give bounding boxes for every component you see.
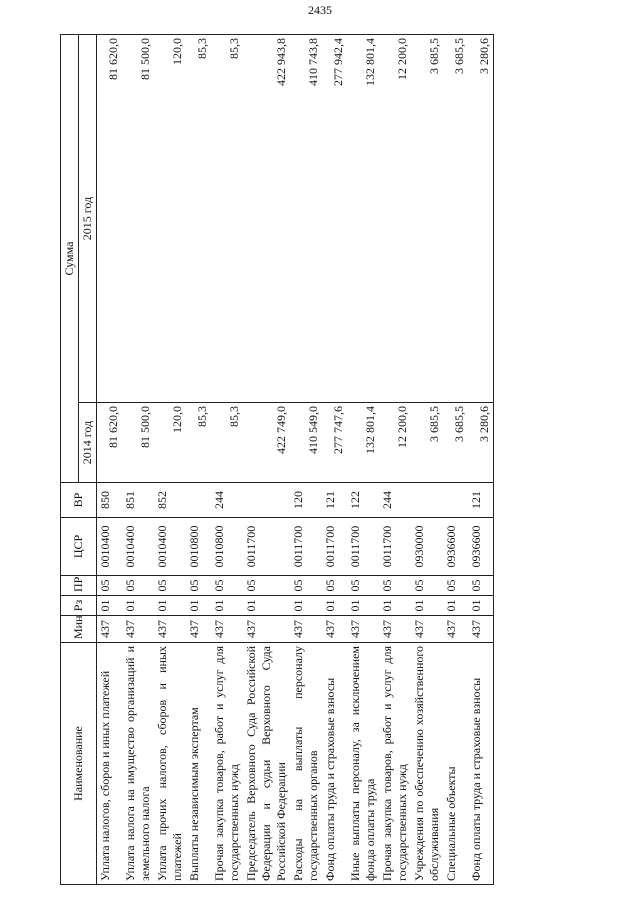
cell-2015: 132 801,4 bbox=[347, 34, 379, 402]
cell-2014: 3 685,5 bbox=[411, 403, 443, 483]
cell-vr: 121 bbox=[322, 483, 347, 518]
cell-min: 437 bbox=[97, 616, 123, 643]
cell-2014: 81 620,0 bbox=[97, 403, 123, 483]
cell-pr: 05 bbox=[443, 576, 468, 596]
table-row bbox=[97, 34, 123, 884]
cell-vr: 120 bbox=[290, 483, 322, 518]
cell-2015: 85,3 bbox=[211, 34, 243, 402]
cell-2014: 12 200,0 bbox=[379, 403, 411, 483]
cell-vr: 851 bbox=[122, 483, 154, 518]
cell-pr: 05 bbox=[122, 576, 154, 596]
cell-csr: 0011700 bbox=[322, 518, 347, 576]
cell-vr bbox=[186, 483, 211, 518]
cell-vr: 244 bbox=[379, 483, 411, 518]
cell-csr: 0010800 bbox=[211, 518, 243, 576]
table-row bbox=[468, 34, 494, 884]
cell-name: Уплата налога на имущество организаций и земельного налога bbox=[122, 643, 154, 885]
cell-name: Прочая закупка товаров, работ и услуг для государственных нужд bbox=[211, 643, 243, 885]
col-header-pr: ПР bbox=[61, 576, 97, 596]
cell-pr: 05 bbox=[468, 576, 494, 596]
cell-2015: 120,0 bbox=[154, 34, 186, 402]
cell-2015: 410 743,8 bbox=[290, 34, 322, 402]
table-row bbox=[322, 34, 347, 884]
cell-min: 437 bbox=[186, 616, 211, 643]
cell-vr: 244 bbox=[211, 483, 243, 518]
cell-pr: 05 bbox=[211, 576, 243, 596]
cell-rz: 01 bbox=[322, 596, 347, 616]
cell-2015: 422 943,8 bbox=[243, 34, 290, 402]
table-row bbox=[243, 34, 290, 884]
cell-rz: 01 bbox=[122, 596, 154, 616]
cell-2014: 120,0 bbox=[154, 403, 186, 483]
cell-csr: 0010400 bbox=[97, 518, 123, 576]
table-row bbox=[122, 34, 154, 884]
table-row bbox=[211, 34, 243, 884]
cell-vr bbox=[443, 483, 468, 518]
cell-csr: 0011700 bbox=[290, 518, 322, 576]
cell-2015: 12 200,0 bbox=[379, 34, 411, 402]
cell-vr: 852 bbox=[154, 483, 186, 518]
cell-rz: 01 bbox=[211, 596, 243, 616]
cell-rz: 01 bbox=[186, 596, 211, 616]
cell-rz: 01 bbox=[411, 596, 443, 616]
cell-min: 437 bbox=[322, 616, 347, 643]
cell-name: Расходы на выплаты персоналу государственных органов bbox=[290, 643, 322, 885]
cell-name: Уплата налогов, сборов и иных платежей bbox=[97, 643, 123, 885]
cell-2015: 277 942,4 bbox=[322, 34, 347, 402]
cell-2015: 3 685,5 bbox=[411, 34, 443, 402]
cell-pr: 05 bbox=[186, 576, 211, 596]
cell-name: Фонд оплаты труда и страховые взносы bbox=[468, 643, 494, 885]
cell-pr: 05 bbox=[379, 576, 411, 596]
cell-csr: 0936600 bbox=[443, 518, 468, 576]
cell-min: 437 bbox=[443, 616, 468, 643]
cell-pr: 05 bbox=[322, 576, 347, 596]
cell-2015: 85,3 bbox=[186, 34, 211, 402]
cell-min: 437 bbox=[347, 616, 379, 643]
table-row bbox=[379, 34, 411, 884]
cell-min: 437 bbox=[411, 616, 443, 643]
table-body bbox=[97, 34, 494, 884]
cell-2014: 3 280,6 bbox=[468, 403, 494, 483]
cell-rz: 01 bbox=[443, 596, 468, 616]
cell-csr: 0010400 bbox=[122, 518, 154, 576]
cell-pr: 05 bbox=[290, 576, 322, 596]
cell-pr: 05 bbox=[97, 576, 123, 596]
col-header-sum: Сумма bbox=[61, 34, 79, 482]
col-header-2014: 2014 год bbox=[79, 403, 97, 483]
cell-csr: 0010400 bbox=[154, 518, 186, 576]
page-number: 2435 bbox=[308, 3, 332, 17]
cell-csr: 0930000 bbox=[411, 518, 443, 576]
cell-csr: 0011700 bbox=[243, 518, 290, 576]
cell-vr: 122 bbox=[347, 483, 379, 518]
cell-csr: 0010800 bbox=[186, 518, 211, 576]
cell-2015: 81 620,0 bbox=[97, 34, 123, 402]
col-header-min: Мин bbox=[61, 616, 97, 643]
cell-rz: 01 bbox=[468, 596, 494, 616]
cell-2015: 81 500,0 bbox=[122, 34, 154, 402]
cell-name: Председатель Верховного Суда Российской Федерации и судьи Верховного Суда Российской Федерации bbox=[243, 643, 290, 885]
col-header-2015: 2015 год bbox=[79, 34, 97, 402]
cell-2014: 81 500,0 bbox=[122, 403, 154, 483]
cell-vr: 121 bbox=[468, 483, 494, 518]
cell-min: 437 bbox=[243, 616, 290, 643]
cell-2014: 85,3 bbox=[211, 403, 243, 483]
col-header-csr: ЦСР bbox=[61, 518, 97, 576]
budget-table-rotated bbox=[60, 35, 600, 885]
cell-rz: 01 bbox=[243, 596, 290, 616]
cell-2014: 132 801,4 bbox=[347, 403, 379, 483]
cell-vr bbox=[411, 483, 443, 518]
cell-min: 437 bbox=[122, 616, 154, 643]
table-row bbox=[154, 34, 186, 884]
col-header-name: Наименование bbox=[61, 643, 97, 885]
table-row bbox=[347, 34, 379, 884]
table-row bbox=[186, 34, 211, 884]
cell-2014: 277 747,6 bbox=[322, 403, 347, 483]
cell-rz: 01 bbox=[97, 596, 123, 616]
cell-pr: 05 bbox=[411, 576, 443, 596]
col-header-vr: ВР bbox=[61, 483, 97, 518]
cell-csr: 0011700 bbox=[347, 518, 379, 576]
cell-name: Фонд оплаты труда и страховые взносы bbox=[322, 643, 347, 885]
col-header-rz: Рз bbox=[61, 596, 97, 616]
cell-csr: 0936600 bbox=[468, 518, 494, 576]
cell-min: 437 bbox=[379, 616, 411, 643]
cell-min: 437 bbox=[468, 616, 494, 643]
cell-csr: 0011700 bbox=[379, 518, 411, 576]
cell-min: 437 bbox=[154, 616, 186, 643]
cell-name: Учреждения по обеспечению хозяйственного обслуживания bbox=[411, 643, 443, 885]
cell-min: 437 bbox=[290, 616, 322, 643]
cell-2014: 3 685,5 bbox=[443, 403, 468, 483]
budget-table bbox=[60, 34, 494, 885]
cell-pr: 05 bbox=[243, 576, 290, 596]
cell-2015: 3 280,6 bbox=[468, 34, 494, 402]
cell-rz: 01 bbox=[379, 596, 411, 616]
cell-name: Иные выплаты персоналу, за исключением фонда оплаты труда bbox=[347, 643, 379, 885]
cell-vr: 850 bbox=[97, 483, 123, 518]
table-row bbox=[443, 34, 468, 884]
cell-name: Специальные объекты bbox=[443, 643, 468, 885]
cell-rz: 01 bbox=[290, 596, 322, 616]
cell-name: Выплаты независимым экспертам bbox=[186, 643, 211, 885]
cell-name: Прочая закупка товаров, работ и услуг для государственных нужд bbox=[379, 643, 411, 885]
cell-rz: 01 bbox=[347, 596, 379, 616]
cell-rz: 01 bbox=[154, 596, 186, 616]
cell-pr: 05 bbox=[154, 576, 186, 596]
table-row bbox=[290, 34, 322, 884]
cell-2015: 3 685,5 bbox=[443, 34, 468, 402]
table-row bbox=[411, 34, 443, 884]
cell-2014: 422 749,0 bbox=[243, 403, 290, 483]
cell-min: 437 bbox=[211, 616, 243, 643]
cell-2014: 85,3 bbox=[186, 403, 211, 483]
cell-2014: 410 549,0 bbox=[290, 403, 322, 483]
cell-name: Уплата прочих налогов, сборов и иных платежей bbox=[154, 643, 186, 885]
cell-vr bbox=[243, 483, 290, 518]
cell-pr: 05 bbox=[347, 576, 379, 596]
